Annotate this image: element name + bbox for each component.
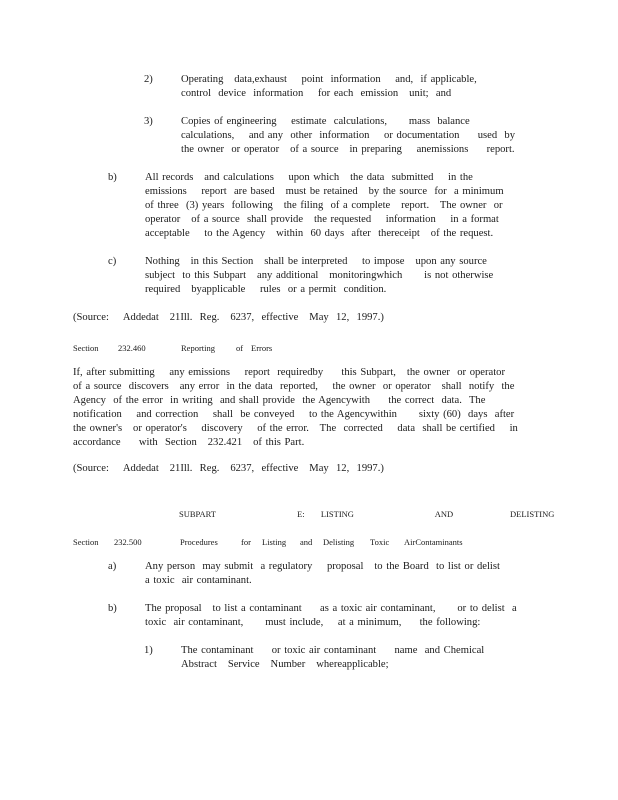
item-label-a3: 3) bbox=[144, 116, 153, 127]
text-line: Agency of the error in writing and shall provide the Agencywith the correct data. The bbox=[73, 395, 486, 406]
text-line: All records and calculations upon which the data submitted in the bbox=[145, 172, 473, 183]
text-line: toxic air contaminant, must include, at a minimum, the following: bbox=[145, 617, 481, 628]
item-text-500b1 bbox=[181, 644, 484, 672]
section-number: Section bbox=[73, 537, 99, 547]
section-title-word: and bbox=[300, 537, 313, 547]
text-line: Copies of engineering estimate calculations, mass balance bbox=[181, 116, 470, 127]
section-title-word: for bbox=[241, 537, 251, 547]
section-code: 232.500 bbox=[114, 537, 142, 547]
text-line: the owner or operator of a source in preparing anemissions report. bbox=[181, 144, 515, 155]
text-line: The contaminant or toxic air contaminant name and Chemical bbox=[181, 645, 485, 656]
errors-paragraph bbox=[73, 366, 518, 450]
section-title: Reporting bbox=[181, 343, 215, 353]
text-line: of three (3) years following the filing of a complete report. The owner or bbox=[145, 200, 503, 211]
section-code: 232.460 bbox=[118, 343, 146, 353]
text-line: the owner's or operator's discovery of the error. The corrected data shall be certified in bbox=[73, 423, 518, 434]
item-text-a2 bbox=[181, 73, 477, 101]
text-line: operator of a source shall provide the requested information in a format bbox=[145, 214, 499, 225]
section-title-word: Listing bbox=[262, 537, 287, 547]
text-line: required byapplicable rules or a permit condition. bbox=[145, 284, 387, 295]
text-line: a toxic air contaminant. bbox=[145, 575, 252, 586]
subpart-heading: SUBPART E: LISTING AND DELISTING bbox=[179, 509, 555, 519]
item-text-a3 bbox=[181, 115, 515, 157]
source-note: (Source: Addedat 21Ill. Reg. 6237, effective May 12, 1997.) bbox=[73, 312, 384, 323]
section-title-word: Errors bbox=[251, 343, 273, 353]
text-line: If, after submitting any emissions report requiredby this Subpart, the owner or operator bbox=[73, 367, 506, 378]
item-label-500b1: 1) bbox=[144, 645, 153, 656]
item-label-c: c) bbox=[108, 256, 117, 267]
item-label-b: b) bbox=[108, 172, 117, 183]
text-line: Abstract Service Number whereapplicable; bbox=[181, 659, 389, 670]
item-text-c bbox=[145, 255, 493, 297]
text-line: of a source discovers any error in the data reported, the owner or operator shall notify the bbox=[73, 381, 515, 392]
text-line: accordance with Section 232.421 of this Part. bbox=[73, 437, 305, 448]
text-line: notification and correction shall be conveyed to the Agencywithin sixty (60) days after bbox=[73, 409, 515, 420]
text-line: Nothing in this Section shall be interpreted to impose upon any source bbox=[145, 256, 487, 267]
section-number: Section bbox=[73, 343, 99, 353]
text-line: control device information for each emission unit; and bbox=[181, 88, 452, 99]
text-line: The proposal to list a contaminant as a toxic air contaminant, or to delist a bbox=[145, 603, 517, 614]
section-title-word: Toxic bbox=[370, 537, 390, 547]
text-line: emissions report are based must be retained by the source for a minimum bbox=[145, 186, 504, 197]
text-line: Operating data,exhaust point information and, if applicable, bbox=[181, 74, 477, 85]
section-title: Procedures bbox=[180, 537, 218, 547]
section-title-word: AirContaminants bbox=[404, 537, 463, 547]
item-text-500a bbox=[145, 560, 500, 588]
item-text-b bbox=[145, 171, 504, 241]
section-title-word: Delisting bbox=[323, 537, 355, 547]
text-line: Any person may submit a regulatory proposal to the Board to list or delist bbox=[145, 561, 500, 572]
section-title-word: of bbox=[236, 343, 244, 353]
text-line: acceptable to the Agency within 60 days after thereceipt of the request. bbox=[145, 228, 494, 239]
item-label-500a: a) bbox=[108, 561, 117, 572]
item-label-a2: 2) bbox=[144, 74, 153, 85]
item-text-500b bbox=[145, 602, 517, 630]
text-line: calculations, and any other information or documentation used by bbox=[181, 130, 516, 141]
item-label-500b: b) bbox=[108, 603, 117, 614]
text-line: subject to this Subpart any additional monitoringwhich is not otherwise bbox=[145, 270, 494, 281]
source-note: (Source: Addedat 21Ill. Reg. 6237, effective May 12, 1997.) bbox=[73, 463, 384, 474]
